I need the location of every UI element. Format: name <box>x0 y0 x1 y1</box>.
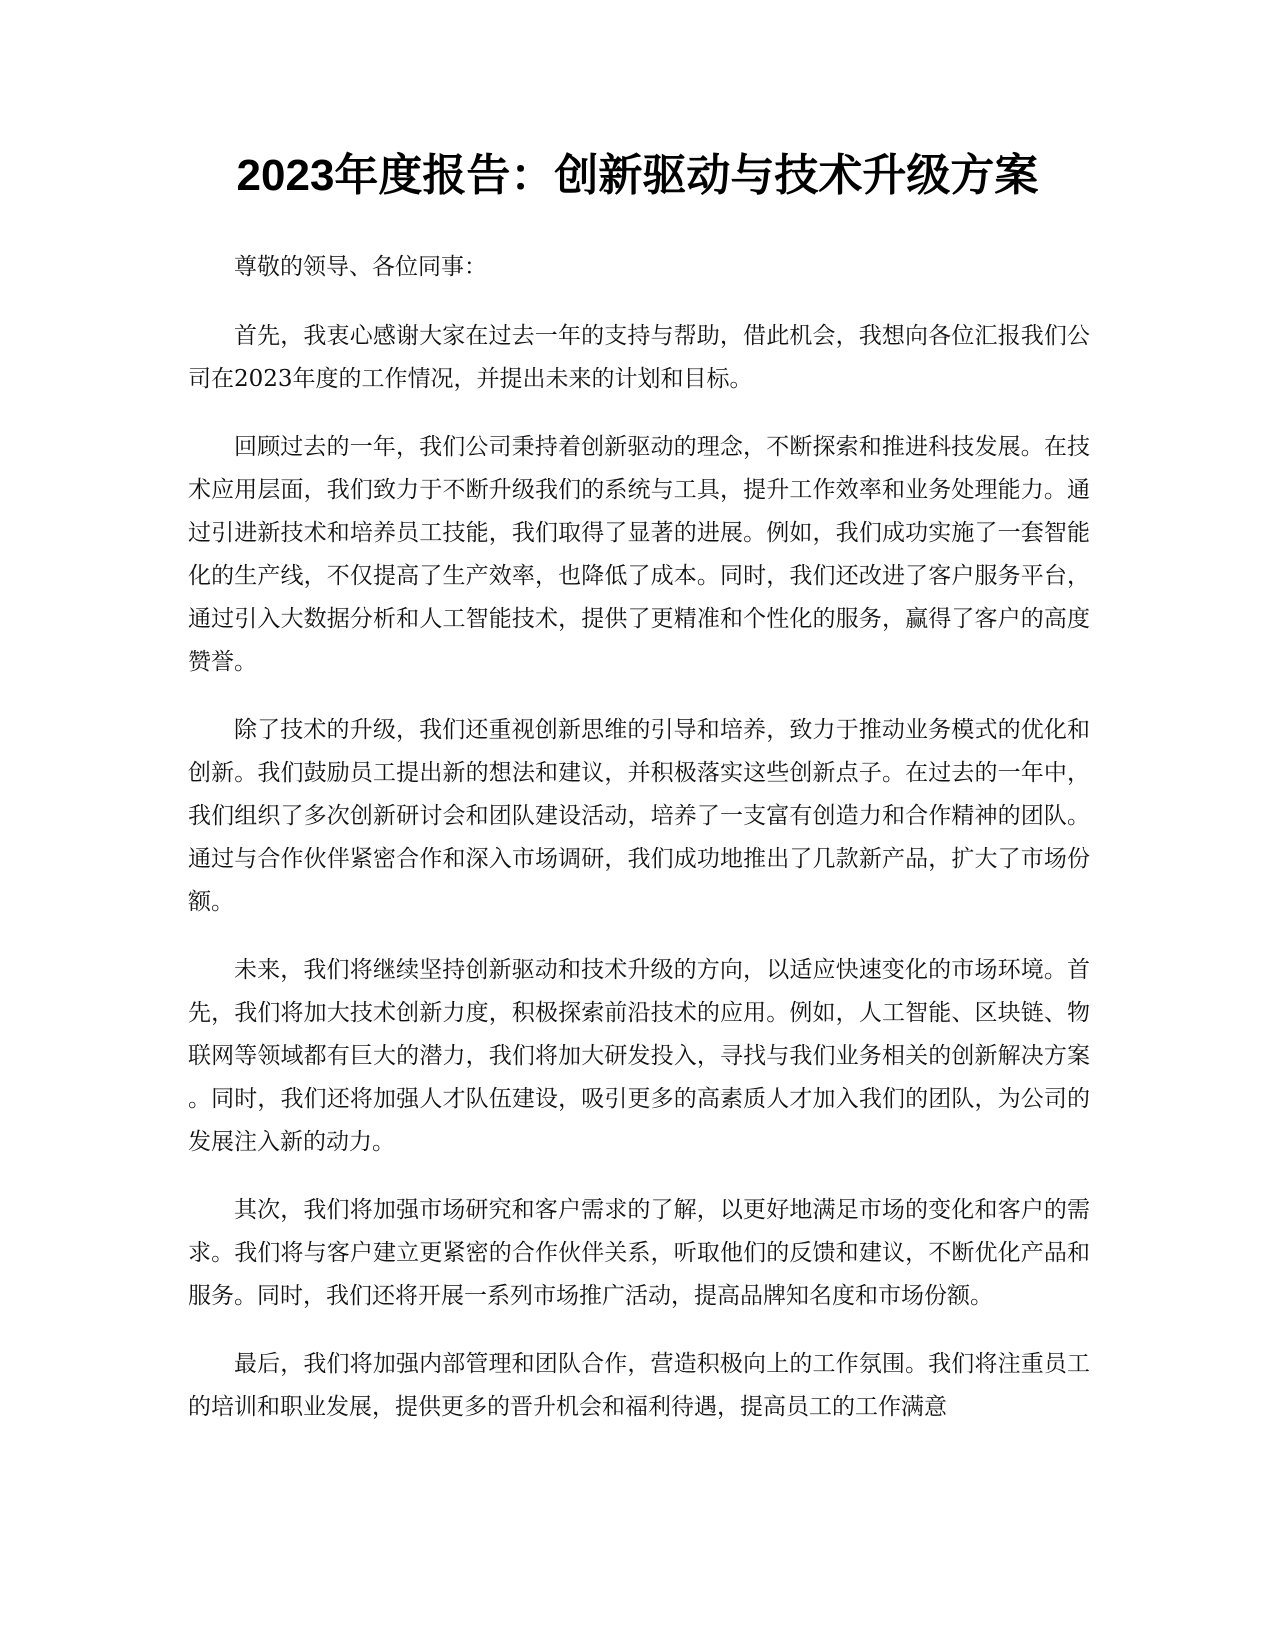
document-body <box>188 246 1090 1454</box>
paragraph-management: 最后，我们将加强内部管理和团队合作，营造积极向上的工作氛围。我们将注重员工的培训和职业发展，提供更多的晋升机会和福利待遇，提高员工的工作满意 <box>188 1351 1090 1420</box>
greeting-line: 尊敬的领导、各位同事： <box>234 254 487 280</box>
paragraph-innovation: 除了技术的升级，我们还重视创新思维的引导和培养，致力于推动业务模式的优化和创新。我们鼓励员工提出新的想法和建议，并积极落实这些创新点子。在过去的一年中，我们组织了多次创新研讨会和团队建设活动，培养了一支富有创造力和合作精神的团队。通过与合作伙伴紧密合作和深入市场调研，我们成功地推出了几款新产品，扩大了市场份额。 <box>188 717 1090 915</box>
paragraph-market: 其次，我们将加强市场研究和客户需求的了解，以更好地满足市场的变化和客户的需求。我们将与客户建立更紧密的合作伙伴关系，听取他们的反馈和建议，不断优化产品和服务。同时，我们还将开展一系列市场推广活动，提高品牌知名度和市场份额。 <box>188 1197 1090 1309</box>
paragraph-review: 回顾过去的一年，我们公司秉持着创新驱动的理念，不断探索和推进科技发展。在技术应用层面，我们致力于不断升级我们的系统与工具，提升工作效率和业务处理能力。通过引进新技术和培养员工技能，我们取得了显著的进展。例如，我们成功实施了一套智能化的生产线，不仅提高了生产效率，也降低了成本。同时，我们还改进了客户服务平台，通过引入大数据分析和人工智能技术，提供了更精准和个性化的服务，赢得了客户的高度赞誉。 <box>188 434 1090 675</box>
paragraph-intro: 首先，我衷心感谢大家在过去一年的支持与帮助，借此机会，我想向各位汇报我们公司在2023年度的工作情况，并提出未来的计划和目标。 <box>188 323 1090 392</box>
paragraph-future: 未来，我们将继续坚持创新驱动和技术升级的方向，以适应快速变化的市场环境。首先，我们将加大技术创新力度，积极探索前沿技术的应用。例如，人工智能、区块链、物联网等领域都有巨大的潜力，我们将加大研发投入，寻找与我们业务相关的创新解决方案。同时，我们还将加强人才队伍建设，吸引更多的高素质人才加入我们的团队，为公司的发展注入新的动力。 <box>188 957 1090 1155</box>
document-title: 2023年度报告：创新驱动与技术升级方案 <box>236 151 1039 200</box>
